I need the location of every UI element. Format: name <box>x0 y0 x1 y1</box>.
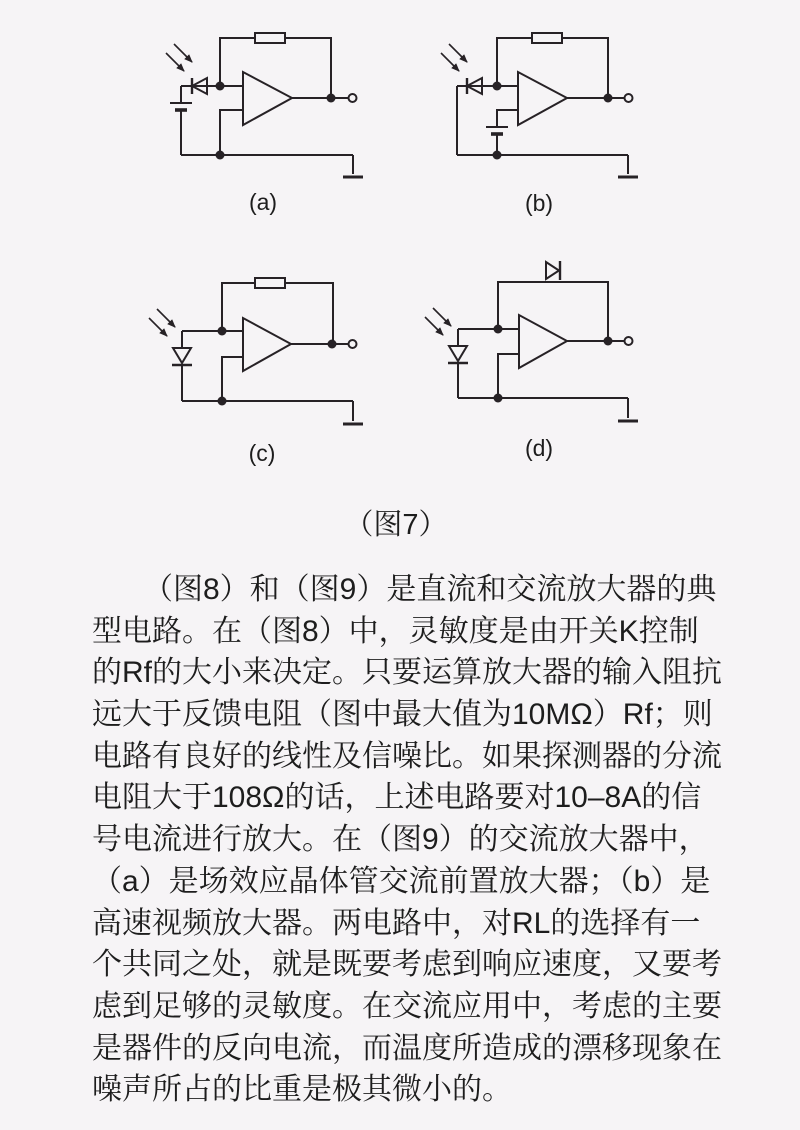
output-terminal <box>625 94 633 102</box>
light-arrows-icon <box>166 44 192 71</box>
circuit-c-label: (c) <box>248 440 276 466</box>
text-line: 号电流进行放大。在（图9）的交流放大器中， <box>92 823 709 857</box>
light-arrows-icon <box>149 309 175 336</box>
text-line: 个共同之处，就是既要考虑到响应速度，又要考 <box>92 948 722 982</box>
text-line: （a）是场效应晶体管交流前置放大器；（b）是 <box>92 864 711 898</box>
light-arrows-icon <box>441 44 467 71</box>
feedback-resistor <box>255 33 285 43</box>
text-line: （图8）和（图9）是直流和交流放大器的典 <box>143 573 717 606</box>
output-terminal <box>349 340 357 348</box>
output-terminal <box>349 94 357 102</box>
circuit-d-label: (d) <box>524 435 554 461</box>
photodiode-symbol <box>172 348 192 365</box>
op-amp <box>518 72 567 125</box>
circuit-c <box>149 278 363 424</box>
text-line: 电路有良好的线性及信噪比。如果探测器的分流 <box>92 739 722 773</box>
battery-symbol <box>486 127 508 134</box>
text-line: 高速视频放大器。两电路中，对RL的选择有一 <box>92 906 701 940</box>
text-line: 虑到足够的灵敏度。在交流应用中，考虑的主要 <box>92 989 722 1023</box>
op-amp <box>519 315 567 368</box>
text-line: 远大于反馈电阻（图中最大值为10MΩ）Rf；则 <box>92 698 713 732</box>
feedback-diode <box>546 261 560 280</box>
circuit-a-label: (a) <box>248 189 278 215</box>
text-line: 是器件的反向电流，而温度所造成的漂移现象在 <box>92 1031 722 1065</box>
op-amp <box>243 72 292 125</box>
battery-symbol <box>170 103 192 110</box>
light-arrows-icon <box>425 308 451 335</box>
text-line: 噪声所占的比重是极其微小的。 <box>92 1073 512 1107</box>
article-paragraph <box>92 569 752 1111</box>
text-line: 型电路。在（图8）中，灵敏度是由开关K控制 <box>92 614 699 648</box>
text-line: 的Rf的大小来决定。只要运算放大器的输入阻抗 <box>92 656 722 690</box>
figure7-circuit-diagrams <box>0 0 800 480</box>
feedback-resistor <box>532 33 562 43</box>
op-amp <box>243 318 291 371</box>
photodiode-symbol <box>448 346 468 363</box>
text-line: 电阻大于108Ω的话，上述电路要对10–8A的信 <box>92 781 702 815</box>
circuit-d <box>425 261 638 421</box>
circuit-b-label: (b) <box>524 190 554 216</box>
circuit-a <box>166 33 363 177</box>
circuit-b <box>441 33 638 177</box>
figure7-caption: （图7） <box>344 509 448 541</box>
feedback-resistor <box>255 278 285 288</box>
output-terminal <box>625 337 633 345</box>
